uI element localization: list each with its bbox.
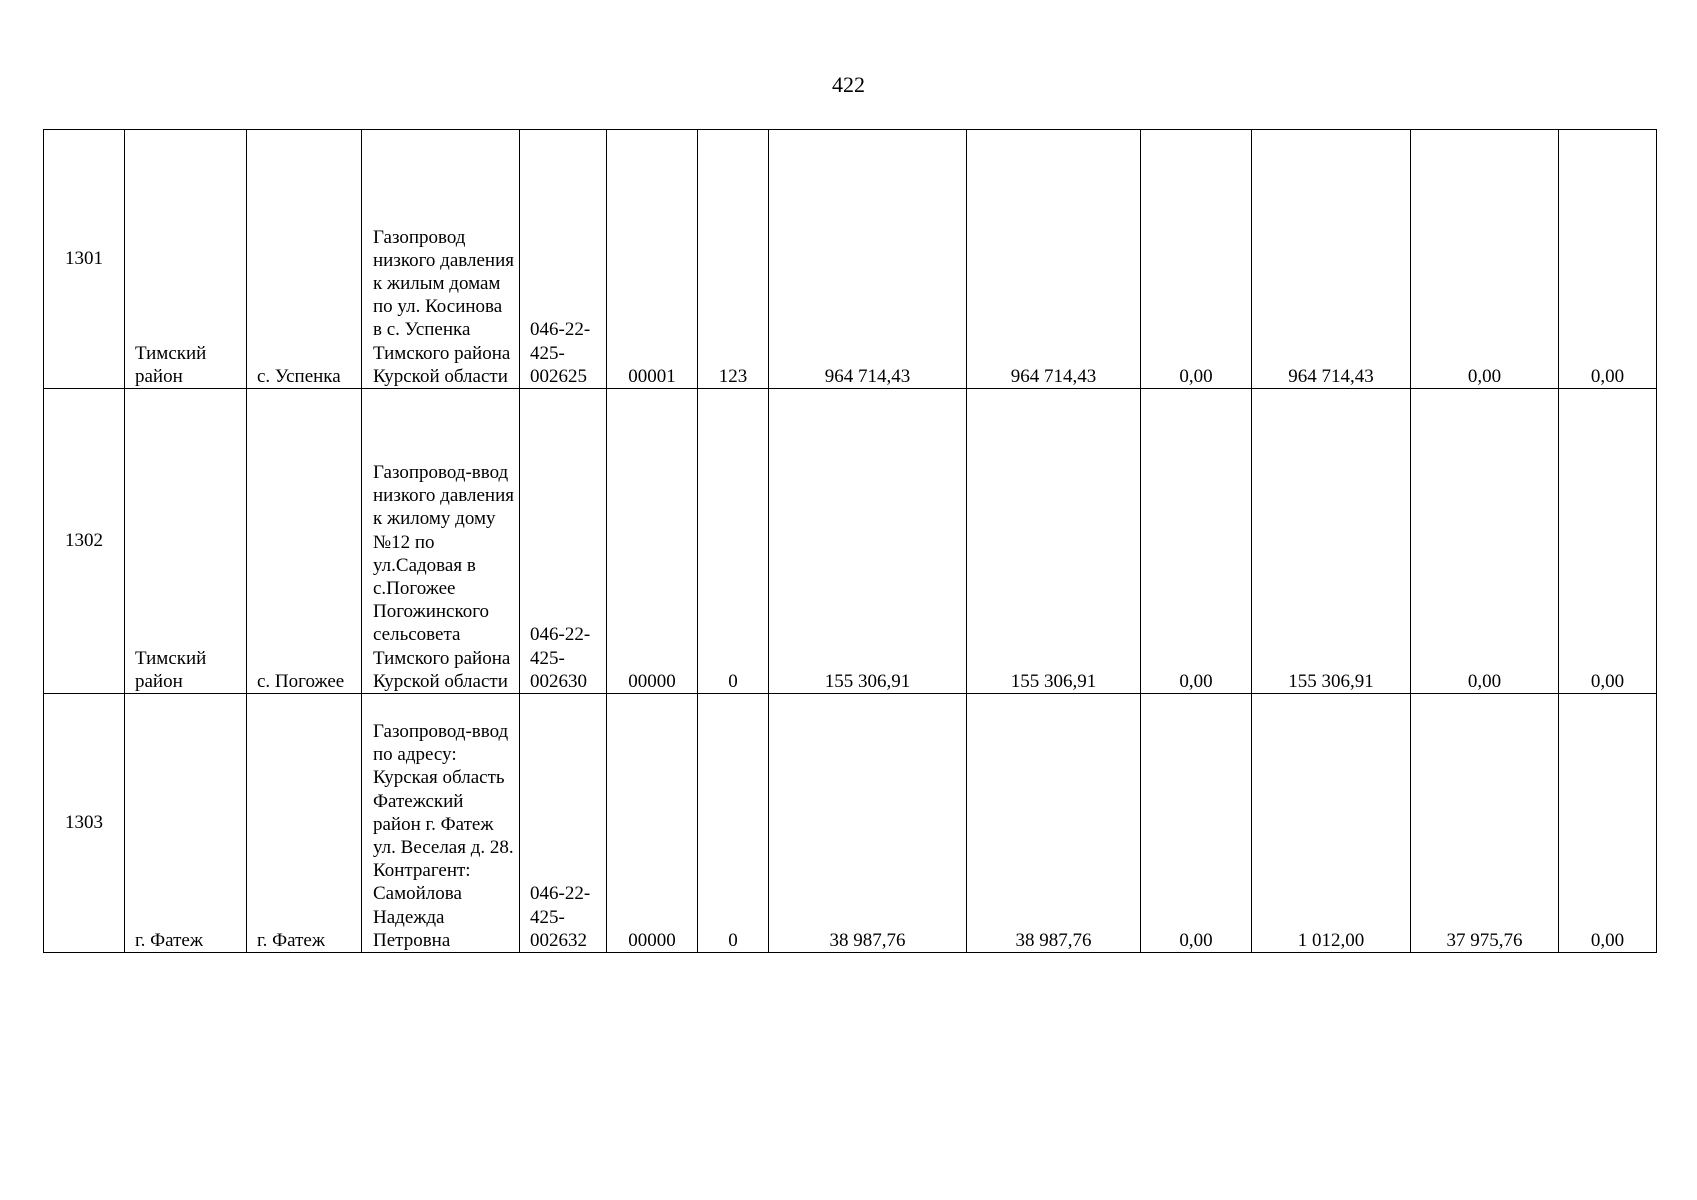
code-cell: 00001 — [607, 130, 698, 389]
amount-cell-6: 0,00 — [1559, 694, 1657, 953]
amount-cell-6: 0,00 — [1559, 389, 1657, 694]
quantity-cell: 0 — [698, 694, 769, 953]
amount-cell-4: 1 012,00 — [1252, 694, 1411, 953]
amount-cell-4: 964 714,43 — [1252, 130, 1411, 389]
amount-cell-3: 0,00 — [1141, 694, 1252, 953]
object-description-cell: Газопровод низкого давления к жилым домам по ул. Косинова в с. Успенка Тимского района Курской области — [362, 130, 520, 389]
code-cell: 00000 — [607, 694, 698, 953]
amount-cell-4: 155 306,91 — [1252, 389, 1411, 694]
quantity-cell: 123 — [698, 130, 769, 389]
amount-cell-2: 155 306,91 — [967, 389, 1141, 694]
object-description-cell: Газопровод-ввод низкого давления к жилому дому №12 по ул.Садовая в с.Погожее Погожинского сельсовета Тимского района Курской области — [362, 389, 520, 694]
amount-cell-3: 0,00 — [1141, 389, 1252, 694]
amount-cell-5: 0,00 — [1411, 389, 1559, 694]
settlement-cell: г. Фатеж — [247, 694, 362, 953]
district-cell: Тимский район — [125, 389, 247, 694]
registry-code-cell: 046-22-425-002630 — [520, 389, 607, 694]
row-number: 1303 — [65, 812, 103, 834]
quantity-cell: 0 — [698, 389, 769, 694]
row-number-cell — [44, 694, 125, 953]
row-number: 1301 — [65, 248, 103, 270]
table-row — [44, 694, 1657, 953]
settlement-cell: с. Погожее — [247, 389, 362, 694]
amount-cell-2: 38 987,76 — [967, 694, 1141, 953]
amount-cell-3: 0,00 — [1141, 130, 1252, 389]
registry-table — [43, 129, 1657, 953]
amount-cell-1: 38 987,76 — [769, 694, 967, 953]
amount-cell-1: 964 714,43 — [769, 130, 967, 389]
row-number-cell — [44, 130, 125, 389]
amount-cell-1: 155 306,91 — [769, 389, 967, 694]
table-row — [44, 130, 1657, 389]
amount-cell-5: 37 975,76 — [1411, 694, 1559, 953]
page-number: 422 — [832, 72, 865, 97]
amount-cell-2: 964 714,43 — [967, 130, 1141, 389]
code-cell: 00000 — [607, 389, 698, 694]
amount-cell-5: 0,00 — [1411, 130, 1559, 389]
registry-code-cell: 046-22-425-002632 — [520, 694, 607, 953]
district-cell: Тимский район — [125, 130, 247, 389]
table-row — [44, 389, 1657, 694]
amount-cell-6: 0,00 — [1559, 130, 1657, 389]
settlement-cell: с. Успенка — [247, 130, 362, 389]
district-cell: г. Фатеж — [125, 694, 247, 953]
registry-code-cell: 046-22-425-002625 — [520, 130, 607, 389]
row-number-cell — [44, 389, 125, 694]
object-description-cell: Газопровод-ввод по адресу: Курская область Фатежский район г. Фатеж ул. Веселая д. 28. Контрагент: Самойлова Надежда Петровна — [362, 694, 520, 953]
row-number: 1302 — [65, 530, 103, 552]
